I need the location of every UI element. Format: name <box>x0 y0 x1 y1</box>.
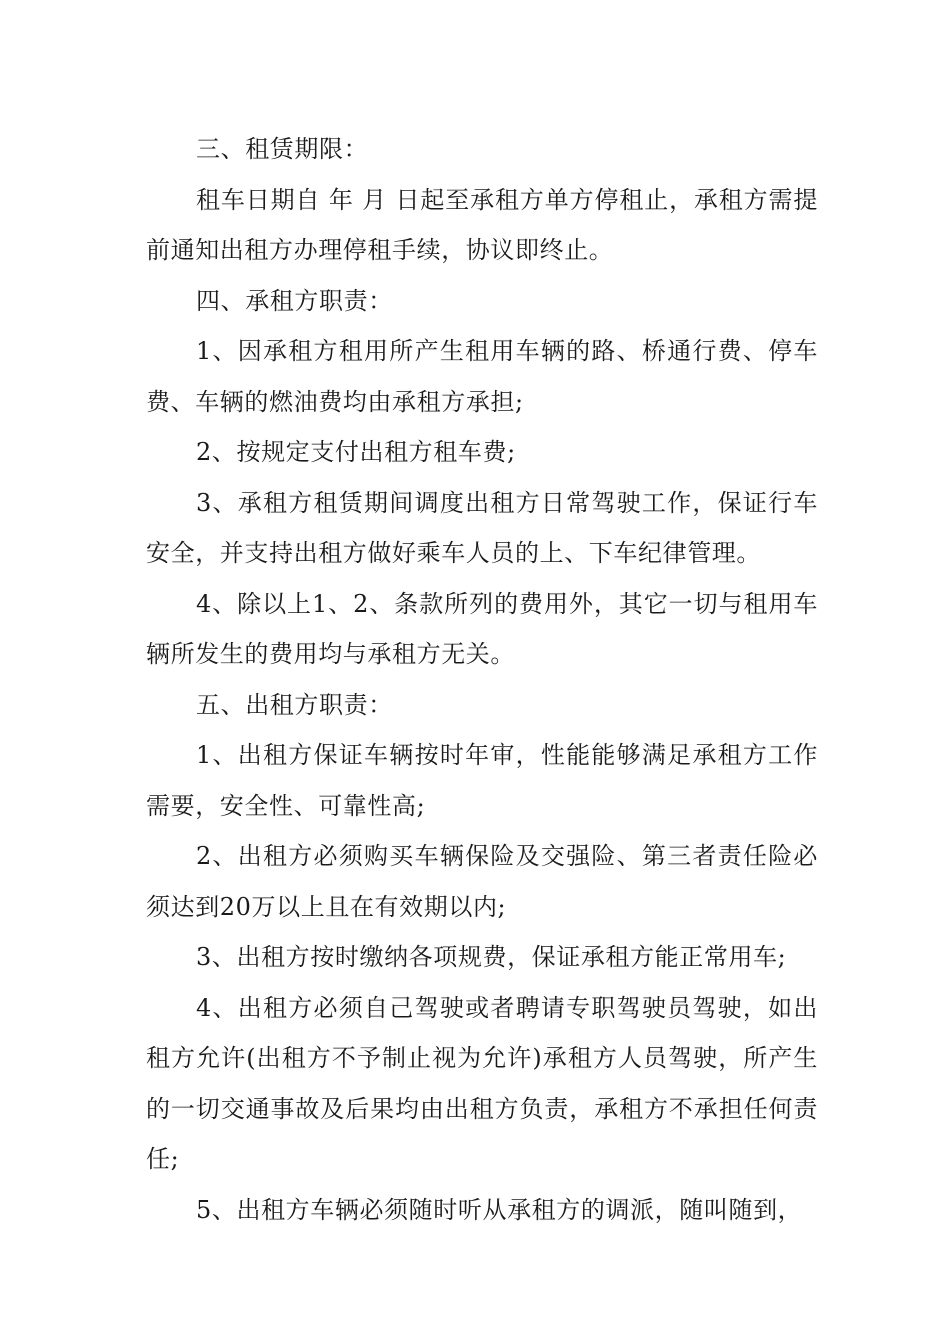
lessee-duty-4: 4、除以上1、2、条款所列的费用外，其它一切与租用车辆所发生的费用均与承租方无关。 <box>146 589 818 668</box>
heading-lessor-duties: 五、出租方职责： <box>196 690 393 719</box>
lessor-duty-5: 5、出租方车辆必须随时听从承租方的调派，随叫随到， <box>196 1195 803 1224</box>
lessor-duty-3: 3、出租方按时缴纳各项规费，保证承租方能正常用车; <box>196 943 787 971</box>
lessee-duty-3: 3、承租方租赁期间调度出租方日常驾驶工作，保证行车安全，并支持出租方做好乘车人员的上、下车纪律管理。 <box>146 488 818 567</box>
lessee-duty-1: 1、因承租方租用所产生租用车辆的路、桥通行费、停车费、车辆的燃油费均由承租方承担; <box>146 337 818 416</box>
paragraph-lease-dates: 租车日期自 年 月 日起至承租方单方停租止，承租方需提前通知出租方办理停租手续，协议即终止。 <box>146 185 818 264</box>
lessor-duty-2: 2、出租方必须购买车辆保险及交强险、第三者责任险必须达到20万以上且在有效期以内; <box>146 842 818 921</box>
heading-lessee-duties: 四、承租方职责： <box>196 286 393 315</box>
lessor-duty-1: 1、出租方保证车辆按时年审，性能能够满足承租方工作需要，安全性、可靠性高; <box>146 741 818 820</box>
heading-lease-term: 三、租赁期限： <box>196 135 369 163</box>
document-body <box>146 124 818 1235</box>
lessee-duty-2: 2、按规定支付出租方租车费; <box>196 438 516 466</box>
lessor-duty-4: 4、出租方必须自己驾驶或者聘请专职驾驶员驾驶，如出租方允许(出租方不予制止视为允许)承租方人员驾驶，所产生的一切交通事故及后果均由出租方负责，承租方不承担任何责任; <box>146 993 818 1173</box>
